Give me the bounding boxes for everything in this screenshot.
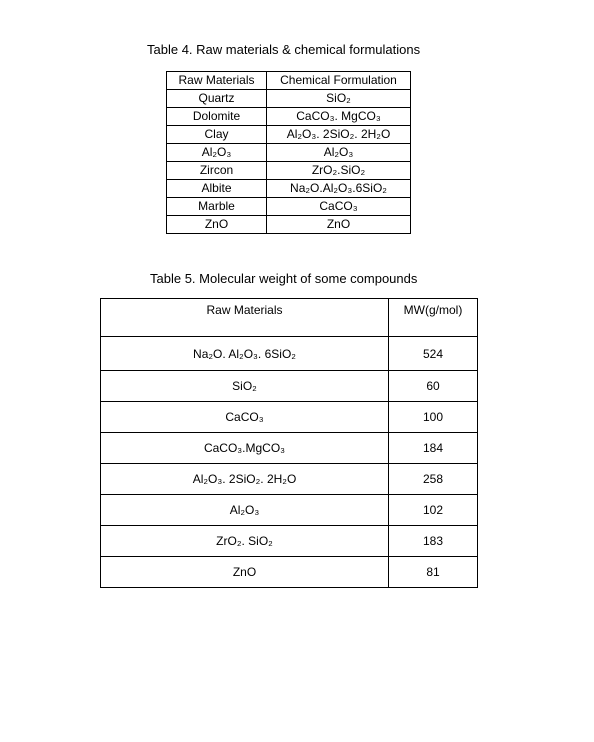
table-cell-formulation: Al₂O₃ xyxy=(267,144,411,162)
table-cell-mw: 183 xyxy=(389,526,478,557)
table-cell-formulation: ZnO xyxy=(267,216,411,234)
table-cell-material: Zircon xyxy=(167,162,267,180)
table-cell-material: Albite xyxy=(167,180,267,198)
table-cell-material: Marble xyxy=(167,198,267,216)
table-cell-compound: Na₂O. Al₂O₃. 6SiO₂ xyxy=(101,337,389,371)
table-row xyxy=(101,371,478,402)
table-cell-compound: SiO₂ xyxy=(101,371,389,402)
table-row xyxy=(101,557,478,588)
table-cell-material: Clay xyxy=(167,126,267,144)
table5-caption: Table 5. Molecular weight of some compounds xyxy=(150,271,418,286)
table-row xyxy=(101,433,478,464)
table-cell-material: Quartz xyxy=(167,90,267,108)
table-row xyxy=(167,144,411,162)
table-row xyxy=(101,495,478,526)
table-cell-material: ZnO xyxy=(167,216,267,234)
table-cell-mw: 258 xyxy=(389,464,478,495)
table-cell-mw: 102 xyxy=(389,495,478,526)
table-row xyxy=(167,198,411,216)
table-row xyxy=(167,108,411,126)
table-row xyxy=(167,126,411,144)
table-cell-material: Al₂O₃ xyxy=(167,144,267,162)
table-cell-mw: 184 xyxy=(389,433,478,464)
table-cell-material: Dolomite xyxy=(167,108,267,126)
table-header-row xyxy=(167,72,411,90)
table-row xyxy=(101,337,478,371)
table4-caption: Table 4. Raw materials & chemical formulations xyxy=(147,42,421,57)
table-cell-compound: ZnO xyxy=(101,557,389,588)
table-cell-formulation: ZrO₂.SiO₂ xyxy=(267,162,411,180)
table-row xyxy=(167,90,411,108)
column-header-chemical-formulation: Chemical Formulation xyxy=(267,72,411,90)
table-cell-formulation: Al₂O₃. 2SiO₂. 2H₂O xyxy=(267,126,411,144)
raw-materials-table xyxy=(166,71,411,234)
table-cell-formulation: Na₂O.Al₂O₃.6SiO₂ xyxy=(267,180,411,198)
table-cell-compound: Al₂O₃ xyxy=(101,495,389,526)
table-cell-formulation: CaCO₃. MgCO₃ xyxy=(267,108,411,126)
molecular-weight-table xyxy=(100,298,478,588)
table-cell-mw: 81 xyxy=(389,557,478,588)
table-row xyxy=(167,216,411,234)
table-cell-mw: 100 xyxy=(389,402,478,433)
table-row xyxy=(167,162,411,180)
table-cell-mw: 60 xyxy=(389,371,478,402)
table-cell-compound: CaCO₃.MgCO₃ xyxy=(101,433,389,464)
table-cell-compound: Al₂O₃. 2SiO₂. 2H₂O xyxy=(101,464,389,495)
column-header-mw: MW(g/mol) xyxy=(389,299,478,337)
table-cell-compound: ZrO₂. SiO₂ xyxy=(101,526,389,557)
table-cell-mw: 524 xyxy=(389,337,478,371)
table-cell-formulation: SiO₂ xyxy=(267,90,411,108)
table-row xyxy=(101,464,478,495)
column-header-raw-materials: Raw Materials xyxy=(101,299,389,337)
table-cell-formulation: CaCO₃ xyxy=(267,198,411,216)
table-header-row xyxy=(101,299,478,337)
table-cell-compound: CaCO₃ xyxy=(101,402,389,433)
table-row xyxy=(167,180,411,198)
table-row xyxy=(101,402,478,433)
table-row xyxy=(101,526,478,557)
column-header-raw-materials: Raw Materials xyxy=(167,72,267,90)
